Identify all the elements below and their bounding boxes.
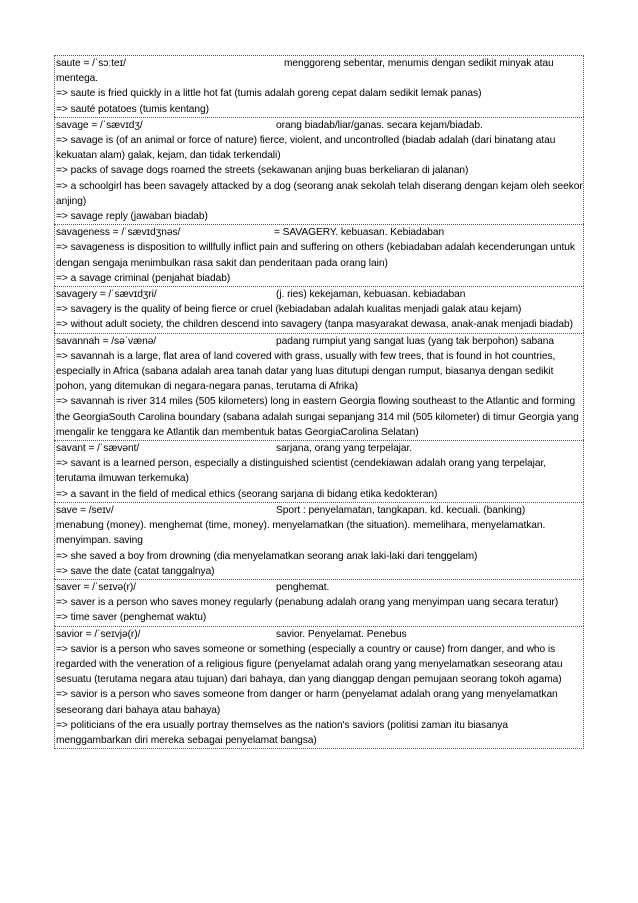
entry-example: => a savage criminal (penjahat biadab)	[56, 272, 231, 284]
entry-meaning: sarjana, orang yang terpelajar.	[276, 443, 413, 455]
entry-head	[56, 287, 583, 302]
dictionary-sheet	[54, 55, 584, 749]
entry-meaning: orang biadab/liar/ganas. secara kejam/biadab.	[276, 119, 483, 131]
entry-example: => she saved a boy from drowning (dia menyelamatkan seorang anak laki-laki dari tenggelam)	[56, 550, 478, 562]
entry-example: => a schoolgirl has been savagely attacked by a dog (seorang anak sekolah telah diserang dengan kejam oleh seekor anjing)	[56, 180, 583, 207]
entry-example: => savannah is a large, flat area of land covered with grass, usually with few trees, that is found in hot countries, especially in Africa (sabana adalah area tanah datar yang luas ditutupi dengan rumput, biasanya dengan sedikit pohon, yang ditemukan di negara-negara panas, terutama di Afrika)	[56, 350, 556, 393]
entry-term: saver = /ˈseɪvə(r)/	[56, 581, 136, 593]
dictionary-entry-savagery	[54, 286, 584, 333]
dictionary-entry-savannah	[54, 333, 584, 440]
entry-example: => savior is a person who saves someone from danger or harm (penyelamat adalah orang yang menyelamatkan seseorang dari bahaya atau bahaya)	[56, 689, 558, 716]
entry-term: savior = /ˈseɪvjə(r)/	[56, 628, 141, 640]
entry-example: => sauté potatoes (tumis kentang)	[56, 103, 209, 115]
entry-term: savageness = /ˈsævɪdʒnəs/	[56, 227, 181, 239]
entry-meaning: menggoreng sebentar, menumis dengan sedikit minyak atau	[284, 58, 554, 69]
entry-term: saute = /ˈsɔːteɪ/	[56, 58, 126, 69]
dictionary-entry-savage	[54, 117, 584, 224]
entry-head	[56, 627, 583, 642]
entry-example: => saver is a person who saves money regularly (penabung adalah orang yang menyimpan uang secara teratur)	[56, 597, 559, 609]
entry-example: => savage is (of an animal or force of nature) fierce, violent, and uncontrolled (biadab adalah (dari binatang atau kekuatan alam) galak, kejam, dan tidak terkendali)	[56, 135, 556, 162]
entry-example: => packs of savage dogs roamed the streets (sekawanan anjing buas berkeliaran di jalanan)	[56, 165, 469, 177]
entry-term: savage = /ˈsævɪdʒ/	[56, 119, 143, 131]
entry-meaning: Sport : penyelamatan, tangkapan. kd. kecuali. (banking)	[276, 504, 526, 516]
dictionary-entry-savageness	[54, 224, 584, 286]
entry-example: => savageness is disposition to willfully inflict pain and suffering on others (kebiadaban adalah kecenderungan untuk dengan sengaja menimbulkan rasa sakit dan penderitaan pada orang lain)	[56, 242, 575, 269]
dictionary-entry-saver	[54, 579, 584, 626]
entry-example: => a savant in the field of medical ethics (seorang sarjana di bidang etika kedokteran)	[56, 488, 438, 500]
entry-example: => time saver (penghemat waktu)	[56, 612, 207, 624]
entry-example: => politicians of the era usually portray themselves as the nation's saviors (politisi zaman itu biasanya menggambarkan diri mereka sebagai penyelamat bangsa)	[56, 719, 508, 746]
entry-head	[56, 503, 583, 518]
entry-meaning-continued: mentega.	[56, 73, 99, 85]
dictionary-entry-save	[54, 502, 584, 579]
entry-meaning: (j. ries) kekejaman, kebuasan. kebiadaban	[276, 289, 466, 301]
entry-head	[56, 334, 583, 349]
entry-head	[56, 580, 583, 595]
entry-example: => savagery is the quality of being fierce or cruel (kebiadaban adalah kualitas menjadi galak atau kejam)	[56, 304, 522, 316]
entry-example: => save the date (catat tanggalnya)	[56, 565, 215, 577]
entry-example: => without adult society, the children descend into savagery (tanpa masyarakat dewasa, anak-anak menjadi biadab)	[56, 319, 573, 331]
dictionary-entry-savant	[54, 440, 584, 502]
entry-example: => savannah is river 314 miles (505 kilometers) long in eastern Georgia flowing southeast to the Atlantic and forming the GeorgiaSouth Carolina boundary (sabana adalah sungai sepanjang 314 mil (505 kilometer) di timur Georgia yang mengalir ke tenggara ke Atlantik dan membentuk batas GeorgiaCarolina Selatan)	[56, 396, 579, 438]
entry-term: savannah = /səˈvænə/	[56, 335, 157, 347]
entry-head	[56, 56, 583, 71]
entry-meaning: padang rumpiut yang sangat luas (yang tak berpohon) sabana	[276, 335, 555, 347]
entry-term: savagery = /ˈsævɪdʒri/	[56, 289, 157, 301]
entry-meaning-continued: menabung (money). menghemat (time, money). menyelamatkan (the situation). memelihara, menyelamatkan. menyimpan. saving	[56, 520, 546, 547]
entry-example: => savage reply (jawaban biadab)	[56, 211, 208, 223]
dictionary-entry-savior	[54, 626, 584, 750]
entry-meaning: savior. Penyelamat. Penebus	[276, 628, 407, 640]
entry-meaning: = SAVAGERY. kebuasan. Kebiadaban	[274, 227, 445, 239]
entry-example: => savant is a learned person, especially a distinguished scientist (cendekiawan adalah orang yang terpelajar, terutama ilmuwan terkemuka)	[56, 458, 547, 485]
entry-head	[56, 118, 583, 133]
entry-term: savant = /ˈsævənt/	[56, 443, 140, 455]
dictionary-entry-saute	[54, 55, 584, 117]
entry-example: => savior is a person who saves someone or something (especially a country or cause) from danger, and who is regarded with the veneration of a religious figure (penyelamat adalah orang yang menyelamatkan seseorang atau sesuatu (terutama negara atau tujuan) dari bahaya, dan yang dianggap dengan pemujaan seorang tokoh agama)	[56, 643, 563, 686]
entry-meaning: penghemat.	[276, 581, 330, 593]
entry-term: save = /seɪv/	[56, 504, 114, 516]
entry-head	[56, 225, 583, 240]
entry-example: => saute is fried quickly in a little hot fat (tumis adalah goreng cepat dalam sedikit lemak panas)	[56, 88, 482, 100]
entry-head	[56, 441, 583, 456]
